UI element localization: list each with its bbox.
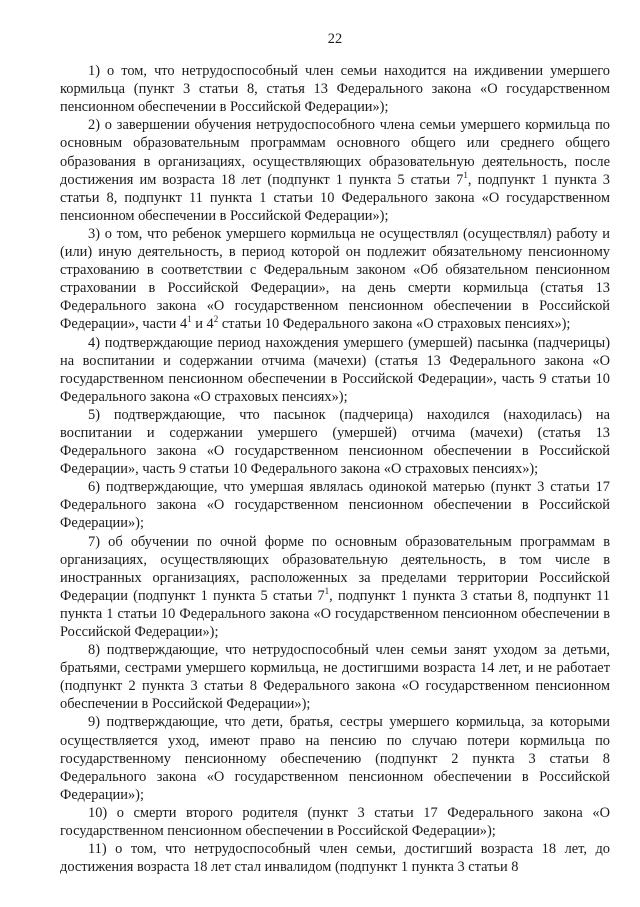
page-number: 22 [327, 31, 343, 47]
paragraph-text: статьи 10 Федерального закона «О страховых пенсиях»); [218, 316, 571, 333]
list-item-7 [60, 533, 610, 642]
superscript: 1 [187, 314, 192, 325]
paragraph-text: 2) о завершении обучения нетрудоспособного члена семьи умершего кормильца по основным образовательным программам основного общего или среднего общего образования в организациях, осуществляющих образовательную деятельность, после достижения им возраста 18 лет (подпункт 1 пункта 5 статьи 7 [60, 117, 610, 188]
paragraph-text: 5) подтверждающие, что пасынок (падчерица) находился (находилась) на воспитании и содержании умершего (умершей) отчима (мачехи) (статья 13 Федерального закона «О государственном пенсионном обеспечении в Российской Федерации», часть 9 статьи 10 Федерального закона «О страховых пенсиях»); [60, 406, 610, 478]
list-item-2 [60, 116, 610, 225]
superscript: 1 [324, 586, 330, 597]
list-item-8 [60, 641, 610, 713]
paragraph-text: 10) о смерти второго родителя (пункт 3 статьи 17 Федерального закона «О государственном пенсионном обеспечении в Российской Федерации»); [60, 804, 610, 840]
superscript: 2 [213, 314, 219, 325]
paragraph-text: 4) подтверждающие период нахождения умершего (умершей) пасынка (падчерицы) на воспитании и содержании отчима (мачехи) (статья 13 Федерального закона «О государственном пенсионном обеспечении в Российской Федерации», часть 9 статьи 10 Федерального закона «О страховых пенсиях»); [60, 334, 610, 405]
list-item-3 [60, 225, 610, 334]
paragraph-text: 1) о том, что нетрудоспособный член семьи находится на иждивении умершего кормильца (пункт 3 статьи 8, статья 13 Федерального закона «О государственном пенсионном обеспечении в Российской Федерации»); [60, 63, 610, 116]
list-item-1 [60, 62, 610, 116]
list-item-5 [60, 406, 610, 478]
list-item-10 [60, 804, 610, 840]
paragraph-text: 9) подтверждающие, что дети, братья, сестры умершего кормильца, за которыми осуществляется уход, имеют право на пенсию по случаю потери кормильца по государственному пенсионному обеспечению (подпункт 2 пункта 3 статьи 8 Федерального закона «О государственном пенсионном обеспечении в Российской Федерации»); [60, 714, 610, 803]
paragraph-text: и 4 [191, 316, 214, 333]
paragraph-text: , подпункт 1 пункта 3 статьи 8, подпункт 11 пункта 1 статьи 10 Федерального закона «О государственном пенсионном обеспечении в Российской Федерации»); [60, 171, 610, 224]
paragraph-text: , подпункт 1 пункта 3 статьи 8, подпункт 11 пункта 1 статьи 10 Федерального закона «О государственном пенсионном обеспечении в Российской Федерации»); [60, 587, 611, 640]
paragraph-text: 7) об обучении по очной форме по основным образовательным программам в организациях, осуществляющих образовательную деятельность, в том числе в иностранных организациях, расположенных за пределами территории Российской Федерации (подпункт 1 пункта 5 статьи 7 [60, 533, 610, 604]
document-page [60, 30, 610, 876]
paragraph-text: 11) о том, что нетрудоспособный член семьи, достигший возраста 18 лет, до достижения возраста 18 лет стал инвалидом (подпункт 1 пункта 3 статьи 8 [60, 841, 610, 876]
paragraph-text: 3) о том, что ребенок умершего кормильца не осуществлял (осуществлял) работу и (или) иную деятельность, в период которой он подлежит обязательному пенсионному страхованию в соответствии с Федеральным законом «Об обязательном пенсионном страховании в Российской Федерации», на день смерти кормильца (статья 13 Федерального закона «О государственном пенсионном обеспечении в Российской Федерации», части 4 [60, 225, 610, 333]
list-item-9 [60, 713, 610, 803]
superscript: 1 [463, 169, 468, 180]
list-item-4 [60, 334, 610, 406]
paragraph-text: 6) подтверждающие, что умершая являлась одинокой матерью (пункт 3 статьи 17 Федерального закона «О государственном пенсионном обеспечении в Российской Федерации»); [60, 479, 610, 532]
list-item-6 [60, 478, 610, 532]
paragraph-text: 8) подтверждающие, что нетрудоспособный член семьи занят уходом за детьми, братьями, сестрами умершего кормильца, не достигшими возраста 14 лет, и не работает (подпункт 2 пункта 3 статьи 8 Федерального закона «О государственном пенсионном обеспечении в Российской Федерации»); [60, 642, 610, 713]
list-item-11 [60, 840, 610, 876]
